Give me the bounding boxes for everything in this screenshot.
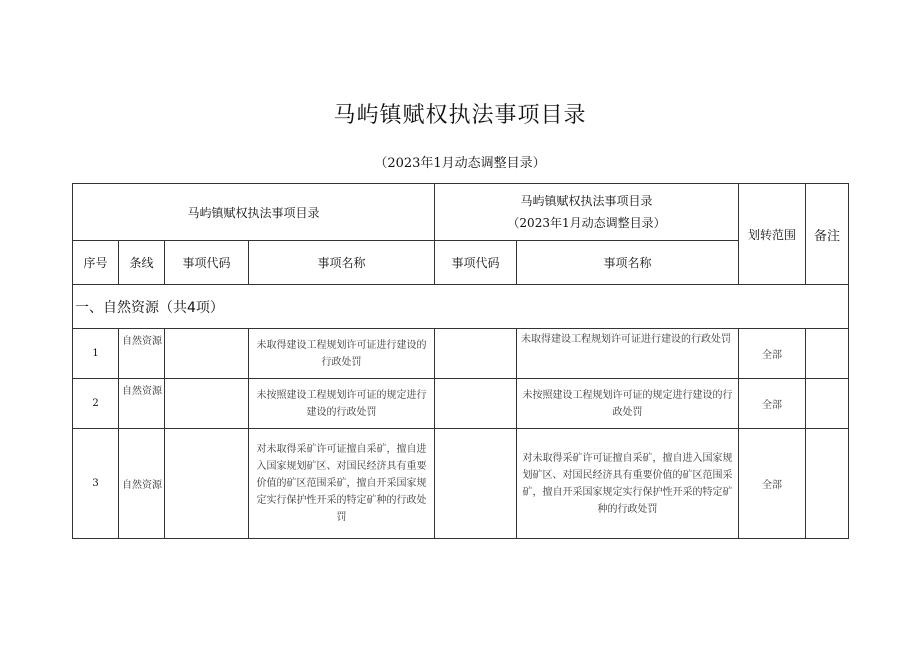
row-notes bbox=[806, 379, 849, 429]
row-code-right bbox=[435, 379, 517, 429]
catalog-table bbox=[72, 183, 849, 539]
row-scope: 全部 bbox=[739, 379, 806, 429]
table-row bbox=[73, 429, 849, 539]
row-code-left bbox=[165, 329, 249, 379]
header-code-left: 事项代码 bbox=[165, 241, 249, 285]
header-name-right: 事项名称 bbox=[517, 241, 739, 285]
row-code-left bbox=[165, 429, 249, 539]
header-group-adjusted-subtitle: （2023年1月动态调整目录） bbox=[507, 216, 666, 230]
row-seq: 3 bbox=[73, 429, 119, 539]
header-group-adjusted-title: 马屿镇赋权执法事项目录 bbox=[520, 194, 653, 208]
row-notes bbox=[806, 429, 849, 539]
row-line: 自然资源 bbox=[119, 429, 165, 539]
header-group-original: 马屿镇赋权执法事项目录 bbox=[73, 184, 435, 241]
row-line: 自然资源 bbox=[119, 329, 165, 379]
header-group-adjusted bbox=[435, 184, 739, 241]
row-scope: 全部 bbox=[739, 429, 806, 539]
header-seq: 序号 bbox=[73, 241, 119, 285]
row-name-left: 未按照建设工程规划许可证的规定进行建设的行政处罚 bbox=[249, 379, 435, 429]
row-code-right bbox=[435, 429, 517, 539]
document-subtitle: （2023年1月动态调整目录） bbox=[374, 156, 546, 171]
row-code-right bbox=[435, 329, 517, 379]
table-row bbox=[73, 329, 849, 379]
header-scope: 划转范围 bbox=[739, 184, 806, 285]
row-name-right: 未取得建设工程规划许可证进行建设的行政处罚 bbox=[517, 329, 739, 379]
section-heading: 一、自然资源（共4项） bbox=[73, 285, 849, 329]
header-name-left: 事项名称 bbox=[249, 241, 435, 285]
document-title: 马屿镇赋权执法事项目录 bbox=[333, 103, 587, 128]
row-name-right: 未按照建设工程规划许可证的规定进行建设的行政处罚 bbox=[517, 379, 739, 429]
row-seq: 2 bbox=[73, 379, 119, 429]
table-row bbox=[73, 379, 849, 429]
row-notes bbox=[806, 329, 849, 379]
row-name-left: 未取得建设工程规划许可证进行建设的行政处罚 bbox=[249, 329, 435, 379]
row-name-left: 对未取得采矿许可证擅自采矿，擅自进入国家规划矿区、对国民经济具有重要价值的矿区范围采矿，擅自开采国家规定实行保护性开采的特定矿种的行政处罚 bbox=[249, 429, 435, 539]
row-name-right: 对未取得采矿许可证擅自采矿，擅自进入国家规划矿区、对国民经济具有重要价值的矿区范围采矿，擅自开采国家规定实行保护性开采的特定矿种的行政处罚 bbox=[517, 429, 739, 539]
row-code-left bbox=[165, 379, 249, 429]
row-seq: 1 bbox=[73, 329, 119, 379]
header-line: 条线 bbox=[119, 241, 165, 285]
header-notes: 备注 bbox=[806, 184, 849, 285]
row-line: 自然资源 bbox=[119, 379, 165, 429]
row-scope: 全部 bbox=[739, 329, 806, 379]
header-code-right: 事项代码 bbox=[435, 241, 517, 285]
